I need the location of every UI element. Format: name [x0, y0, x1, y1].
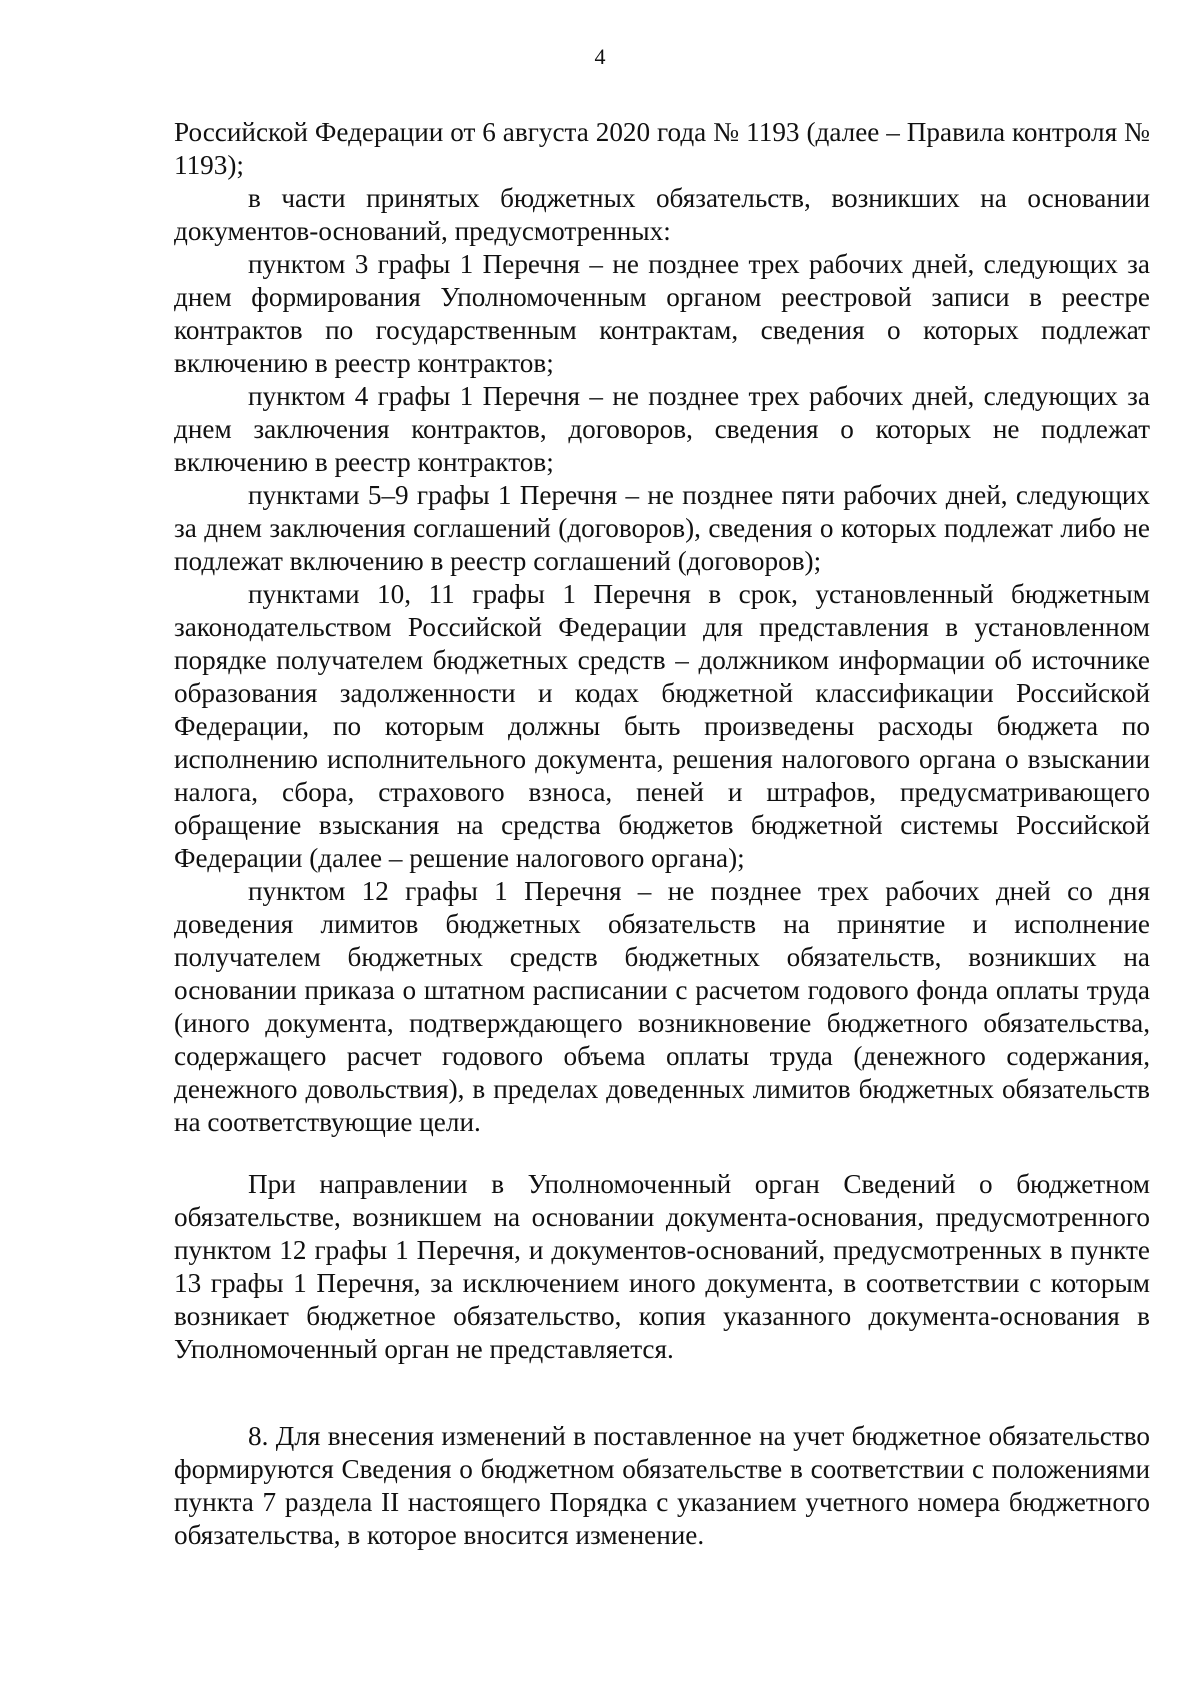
document-body: [174, 116, 1150, 1552]
paragraph-items-10-11: пунктами 10, 11 графы 1 Перечня в срок, установленный бюджетным законодательством Российской Федерации для представления в установленном порядке получателем бюджетных средств – должником информации об источнике образования задолженности и кодах бюджетной классификации Российской Федерации, по которым должны быть произведены расходы бюджета по исполнению исполнительного документа, решения налогового органа о взыскании налога, сбора, страхового взноса, пеней и штрафов, предусматривающего обращение взыскания на средства бюджетов бюджетной системы Российской Федерации (далее – решение налогового органа);: [174, 579, 1150, 873]
paragraph-items-5-9: пунктами 5–9 графы 1 Перечня – не позднее пяти рабочих дней, следующих за днем заключения соглашений (договоров), сведения о которых подлежат либо не подлежат включению в реестр соглашений (договоров);: [174, 480, 1150, 576]
page-number: 4: [594, 44, 606, 69]
paragraph-item-12: пунктом 12 графы 1 Перечня – не позднее трех рабочих дней со дня доведения лимитов бюджетных обязательств на принятие и исполнение получателем бюджетных средств бюджетных обязательств, возникших на основании приказа о штатном расписании с расчетом годового фонда оплаты труда (иного документа, подтверждающего возникновение бюджетного обязательства, содержащего расчет годового объема оплаты труда (денежного содержания, денежного довольствия), в пределах доведенных лимитов бюджетных обязательств на соответствующие цели.: [174, 876, 1150, 1137]
paragraph-item-4: пунктом 4 графы 1 Перечня – не позднее трех рабочих дней, следующих за днем заключения контрактов, договоров, сведения о которых не подлежат включению в реестр контрактов;: [174, 381, 1150, 477]
paragraph-item-3: пунктом 3 графы 1 Перечня – не позднее трех рабочих дней, следующих за днем формирования Уполномоченным органом реестровой записи в реестре контрактов по государственным контрактам, сведения о которых подлежат включению в реестр контрактов;: [174, 249, 1150, 378]
paragraph-budget-obligations-intro: в части принятых бюджетных обязательств, возникших на основании документов-оснований, предусмотренных:: [174, 183, 1150, 246]
paragraph-section-8: 8. Для внесения изменений в поставленное на учет бюджетное обязательство формируются Сведения о бюджетном обязательстве в соответствии с положениями пункта 7 раздела II настоящего Порядка с указанием учетного номера бюджетного обязательства, в которое вносится изменение.: [174, 1421, 1150, 1550]
paragraph-submission-note: При направлении в Уполномоченный орган Сведений о бюджетном обязательстве, возникшем на основании документа-основания, предусмотренного пунктом 12 графы 1 Перечня, и документов-оснований, предусмотренных в пункте 13 графы 1 Перечня, за исключением иного документа, в соответствии с которым возникает бюджетное обязательство, копия указанного документа-основания в Уполномоченный орган не представляется.: [174, 1169, 1150, 1364]
paragraph-continuation: Российской Федерации от 6 августа 2020 года № 1193 (далее – Правила контроля № 1193);: [174, 117, 1150, 180]
